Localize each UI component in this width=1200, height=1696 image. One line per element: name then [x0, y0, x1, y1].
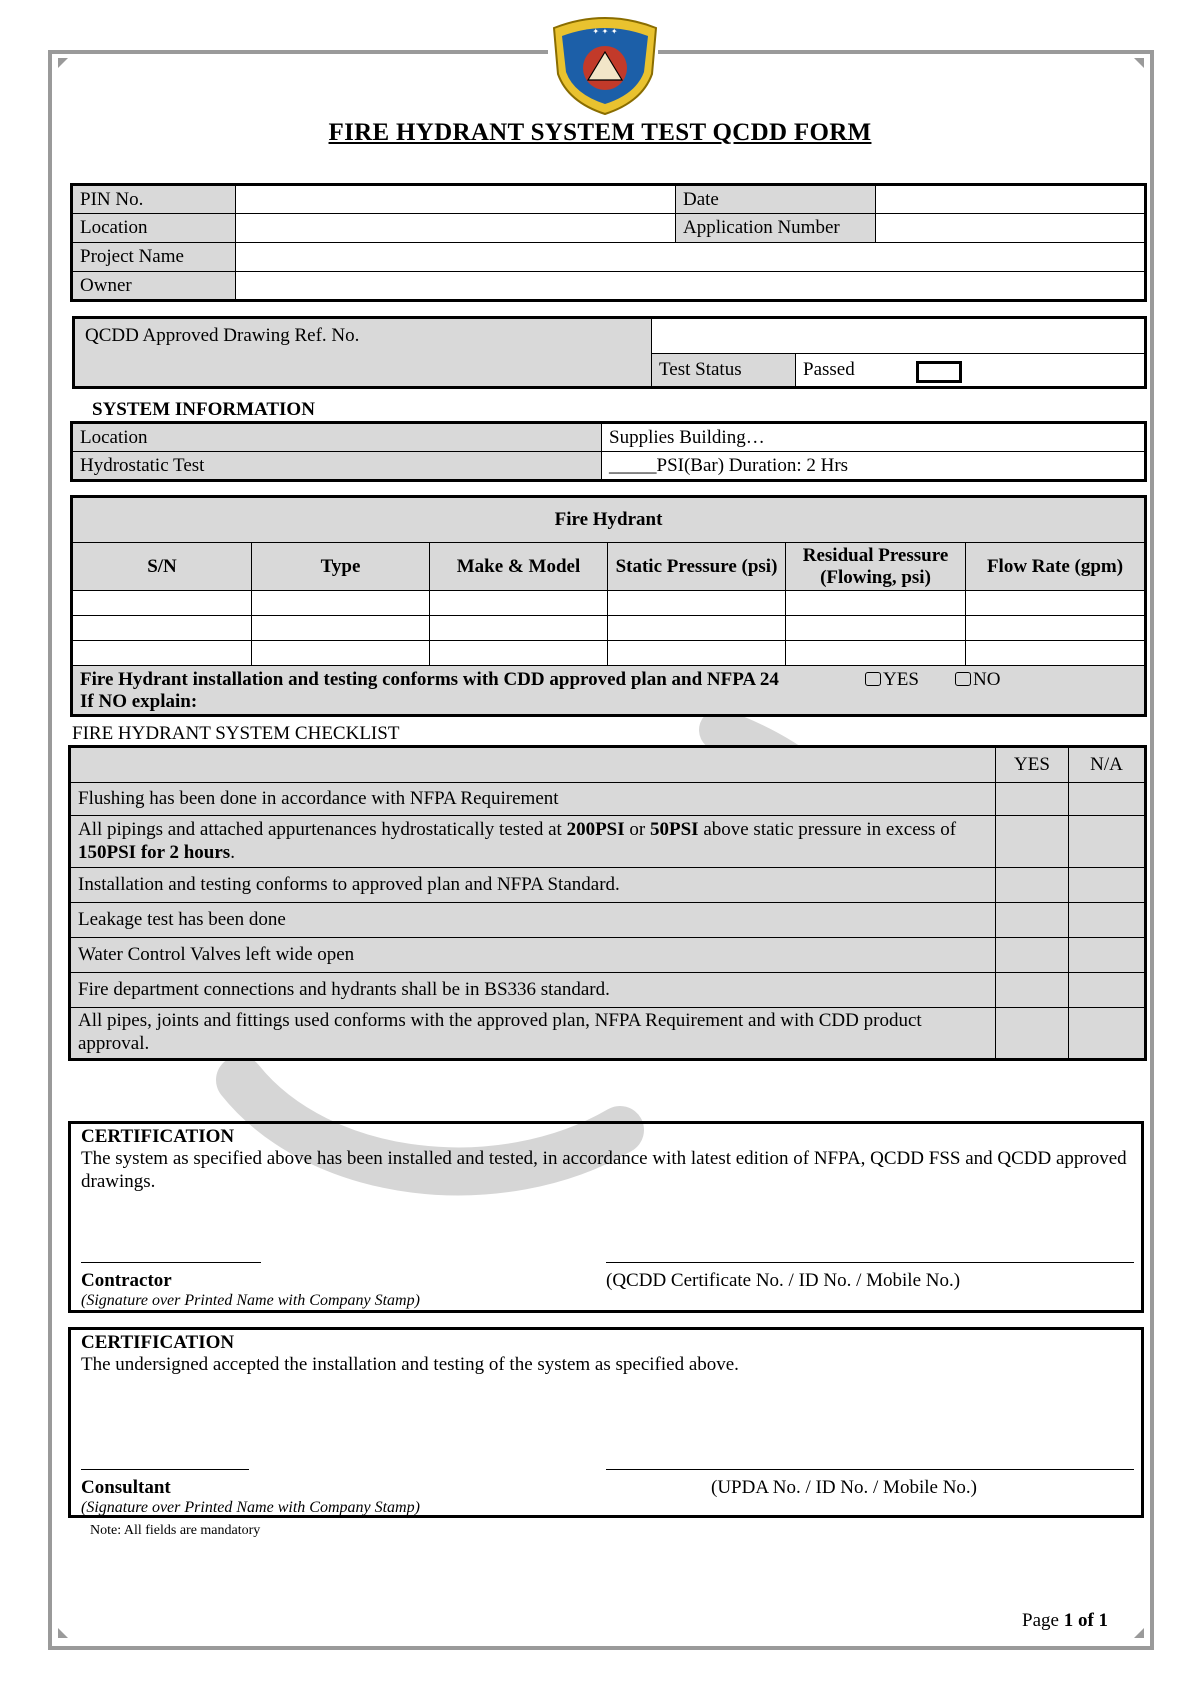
consultant-signature-hint: (Signature over Printed Name with Company Stamp) [81, 1499, 420, 1516]
passed-checkbox[interactable] [916, 361, 962, 383]
date-input[interactable] [876, 185, 1146, 214]
frame-left [48, 50, 52, 1650]
drawing-ref-label [74, 318, 652, 388]
corner-ornament [58, 1628, 68, 1638]
checklist-table [68, 745, 1147, 1061]
table-cell[interactable] [608, 591, 786, 616]
explain-label: If NO explain: [80, 691, 198, 713]
yes-option[interactable] [865, 669, 919, 691]
table-cell[interactable] [786, 641, 966, 666]
consultant-upda-label: (UPDA No. / ID No. / Mobile No.) [711, 1477, 977, 1498]
table-cell[interactable] [72, 591, 252, 616]
frame-top-right [658, 50, 1154, 54]
svg-text:✦ ✦ ✦: ✦ ✦ ✦ [592, 27, 618, 36]
na-cell[interactable] [1069, 868, 1146, 903]
yes-cell[interactable] [996, 1008, 1069, 1060]
yes-checkbox[interactable] [865, 672, 881, 686]
form-title: FIRE HYDRANT SYSTEM TEST QCDD FORM [328, 119, 872, 146]
yes-cell[interactable] [996, 973, 1069, 1008]
na-cell[interactable] [1069, 816, 1146, 868]
pin-label: PIN No. [72, 185, 236, 214]
checklist-row [70, 903, 1146, 938]
yes-cell[interactable] [996, 816, 1069, 868]
checklist-row [70, 816, 1146, 868]
drawing-ref-table [72, 316, 1147, 389]
table-cell[interactable] [608, 641, 786, 666]
col-flow-rate: Flow Rate (gpm) [966, 543, 1146, 591]
owner-input[interactable] [236, 272, 1146, 301]
test-status-label: Test Status [652, 354, 796, 388]
checklist-row [70, 868, 1146, 903]
checklist-row [70, 973, 1146, 1008]
corner-ornament [1134, 58, 1144, 68]
checklist-item: Fire department connections and hydrants shall be in BS336 standard. [70, 973, 996, 1008]
na-cell[interactable] [1069, 973, 1146, 1008]
consultant-label: Consultant [81, 1477, 171, 1498]
frame-top-left [48, 50, 548, 54]
frame-right [1150, 50, 1154, 1650]
item-text: . [230, 841, 235, 863]
checklist-row [70, 938, 1146, 973]
page-prefix: Page [1022, 1610, 1064, 1631]
checklist-header-blank [70, 747, 996, 783]
date-label: Date [676, 185, 876, 214]
certification-heading: CERTIFICATION [81, 1126, 235, 1147]
fire-hydrant-title: Fire Hydrant [72, 497, 1146, 543]
fire-hydrant-table [70, 495, 1147, 717]
checklist-item: All pipes, joints and fittings used conforms with the approved plan, NFPA Requirement and with CDD product approval. [70, 1008, 996, 1060]
system-location-value[interactable]: Supplies Building… [602, 423, 1146, 452]
certification-heading: CERTIFICATION [81, 1332, 235, 1353]
table-cell[interactable] [252, 641, 430, 666]
yes-cell[interactable] [996, 903, 1069, 938]
na-header: N/A [1069, 747, 1146, 783]
table-cell[interactable] [430, 591, 608, 616]
project-name-input[interactable] [236, 243, 1146, 272]
no-label: NO [973, 669, 1001, 691]
table-row [72, 641, 1146, 666]
location-input[interactable] [236, 214, 676, 243]
item-bold: 50PSI [649, 818, 699, 840]
no-checkbox[interactable] [955, 672, 971, 686]
col-type: Type [252, 543, 430, 591]
consultant-upda-line[interactable] [606, 1469, 1134, 1470]
pin-input[interactable] [236, 185, 676, 214]
yes-label: YES [883, 669, 919, 691]
checklist-row [70, 1008, 1146, 1060]
no-option[interactable] [955, 669, 1000, 691]
contractor-signature-hint: (Signature over Printed Name with Company Stamp) [81, 1292, 420, 1309]
checklist-item [70, 816, 996, 868]
drawing-ref-input[interactable] [652, 318, 1146, 354]
contractor-label: Contractor [81, 1270, 172, 1291]
table-cell[interactable] [608, 616, 786, 641]
conformance-text: Fire Hydrant installation and testing conforms with CDD approved plan and NFPA 24 [80, 669, 779, 691]
checklist-item: Water Control Valves left wide open [70, 938, 996, 973]
mandatory-note: Note: All fields are mandatory [90, 1523, 261, 1538]
contractor-signature-line[interactable] [81, 1262, 261, 1263]
consultant-signature-line[interactable] [81, 1469, 249, 1470]
drawing-ref-text: QCDD Approved Drawing Ref. No. [85, 325, 360, 346]
table-cell[interactable] [72, 641, 252, 666]
system-location-label: Location [72, 423, 602, 452]
yes-header: YES [996, 747, 1069, 783]
frame-bottom [48, 1646, 1154, 1650]
checklist-item: Leakage test has been done [70, 903, 996, 938]
na-cell[interactable] [1069, 903, 1146, 938]
corner-ornament [1134, 1628, 1144, 1638]
application-number-input[interactable] [876, 214, 1146, 243]
header-table [70, 183, 1147, 302]
contractor-certificate-line[interactable] [606, 1262, 1134, 1263]
hydrostatic-test-label: Hydrostatic Test [72, 452, 602, 481]
table-cell[interactable] [966, 616, 1146, 641]
table-cell[interactable] [786, 616, 966, 641]
certification-consultant-box [68, 1327, 1144, 1518]
application-number-label: Application Number [676, 214, 876, 243]
checklist-row [70, 783, 1146, 816]
col-make-model: Make & Model [430, 543, 608, 591]
certification-text: The undersigned accepted the installation and testing of the system as specified above. [81, 1354, 739, 1375]
hydrostatic-test-value[interactable]: _____PSI(Bar) Duration: 2 Hrs [602, 452, 1146, 481]
contractor-certificate-label: (QCDD Certificate No. / ID No. / Mobile No.) [606, 1270, 961, 1291]
table-cell[interactable] [966, 641, 1146, 666]
conformance-row [72, 666, 1146, 716]
table-row [72, 616, 1146, 641]
system-info-heading: SYSTEM INFORMATION [92, 399, 315, 420]
table-cell[interactable] [430, 616, 608, 641]
certification-contractor-box [68, 1121, 1144, 1313]
na-cell[interactable] [1069, 938, 1146, 973]
col-residual-pressure: Residual Pressure (Flowing, psi) [786, 543, 966, 591]
checklist-item: Flushing has been done in accordance with NFPA Requirement [70, 783, 996, 816]
item-bold: 200PSI [566, 818, 625, 840]
qcdd-emblem-icon [546, 14, 664, 116]
col-static-pressure: Static Pressure (psi) [608, 543, 786, 591]
table-cell[interactable] [430, 641, 608, 666]
item-text: above static pressure in excess of [698, 818, 957, 840]
na-cell[interactable] [1069, 1008, 1146, 1060]
corner-ornament [58, 58, 68, 68]
system-info-table [70, 421, 1147, 482]
passed-label: Passed [803, 359, 855, 381]
table-cell[interactable] [72, 616, 252, 641]
table-cell[interactable] [252, 591, 430, 616]
table-cell[interactable] [966, 591, 1146, 616]
page-number [1022, 1610, 1108, 1632]
yes-cell[interactable] [996, 783, 1069, 816]
item-text: All pipings and attached appurtenances hydrostatically tested at [78, 818, 567, 840]
table-row [72, 591, 1146, 616]
item-text: or [624, 818, 650, 840]
owner-label: Owner [72, 272, 236, 301]
col-sn: S/N [72, 543, 252, 591]
page-value: 1 of 1 [1063, 1610, 1109, 1631]
yes-cell[interactable] [996, 938, 1069, 973]
project-name-label: Project Name [72, 243, 236, 272]
checklist-item: Installation and testing conforms to approved plan and NFPA Standard. [70, 868, 996, 903]
table-cell[interactable] [786, 591, 966, 616]
yes-cell[interactable] [996, 868, 1069, 903]
certification-text: The system as specified above has been installed and tested, in accordance with latest edition of NFPA, QCDD FSS and QCDD approved drawings. [81, 1148, 1127, 1192]
location-label: Location [72, 214, 236, 243]
na-cell[interactable] [1069, 783, 1146, 816]
test-status-cell [796, 354, 1146, 388]
checklist-heading: FIRE HYDRANT SYSTEM CHECKLIST [72, 723, 400, 744]
item-bold: 150PSI for 2 hours [78, 841, 231, 863]
table-cell[interactable] [252, 616, 430, 641]
